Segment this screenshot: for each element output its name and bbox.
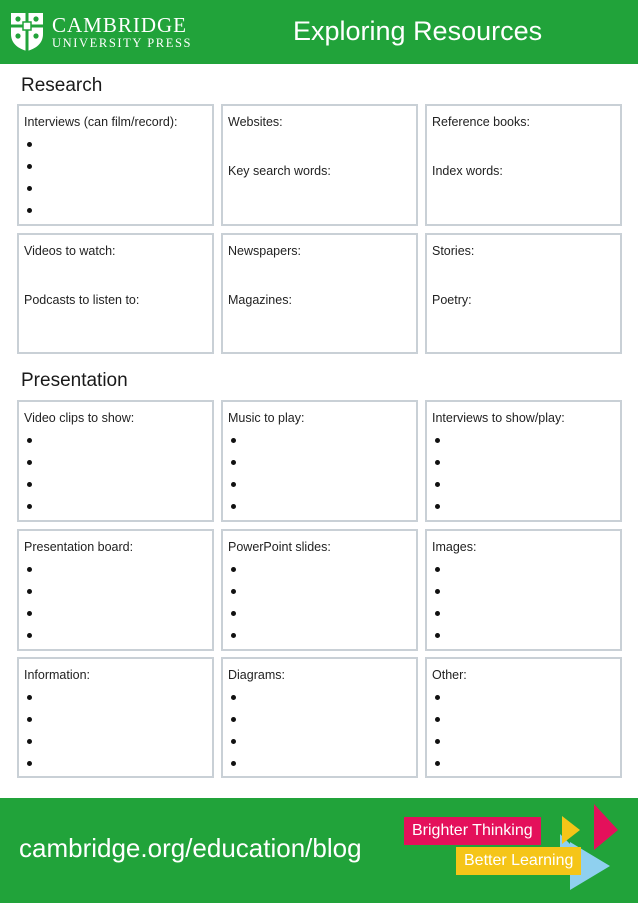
brand-subname: UNIVERSITY PRESS [52,35,193,50]
presentation-box-video-clips [17,400,214,522]
box-label: Other: [432,668,467,682]
header-bar [0,0,638,64]
presentation-box-interviews [425,400,622,522]
box-label-secondary: Key search words: [228,164,331,178]
research-box-stories [425,233,622,354]
presentation-box-other [425,657,622,778]
box-label: Diagrams: [228,668,285,682]
box-label: Videos to watch: [24,244,116,258]
box-label: Websites: [228,115,283,129]
cambridge-logo [10,10,192,54]
box-label: Interviews (can film/record): [24,115,178,129]
research-box-reference-books [425,104,622,226]
research-box-videos [17,233,214,354]
footer-url-link[interactable]: cambridge.org/education/blog [19,833,362,863]
research-box-interviews [17,104,214,226]
box-label: Music to play: [228,411,305,425]
box-label-secondary: Magazines: [228,293,292,307]
box-label: Stories: [432,244,475,258]
box-label: PowerPoint slides: [228,540,331,554]
page-title: Exploring Resources [293,16,543,46]
box-label-secondary: Poetry: [432,293,472,307]
box-label: Newspapers: [228,244,301,258]
tagline-better-learning: Better Learning [456,847,581,875]
cambridge-shield-icon [10,12,44,52]
research-section-title: Research [21,75,103,96]
presentation-box-board [17,529,214,651]
box-label: Images: [432,540,477,554]
box-label: Video clips to show: [24,411,135,425]
research-box-websites [221,104,418,226]
presentation-box-powerpoint [221,529,418,651]
box-label: Interviews to show/play: [432,411,565,425]
research-box-newspapers [221,233,418,354]
box-label-secondary: Index words: [432,164,503,178]
tagline-brighter-thinking: Brighter Thinking [404,817,541,845]
presentation-box-information [17,657,214,778]
box-label: Presentation board: [24,540,134,554]
brand-name: CAMBRIDGE [52,12,188,37]
presentation-section-title: Presentation [21,370,128,391]
box-label: Reference books: [432,115,530,129]
presentation-box-music [221,400,418,522]
footer-bar [0,798,638,903]
box-label-secondary: Podcasts to listen to: [24,293,140,307]
box-label: Information: [24,668,91,682]
presentation-box-images [425,529,622,651]
presentation-box-diagrams [221,657,418,778]
